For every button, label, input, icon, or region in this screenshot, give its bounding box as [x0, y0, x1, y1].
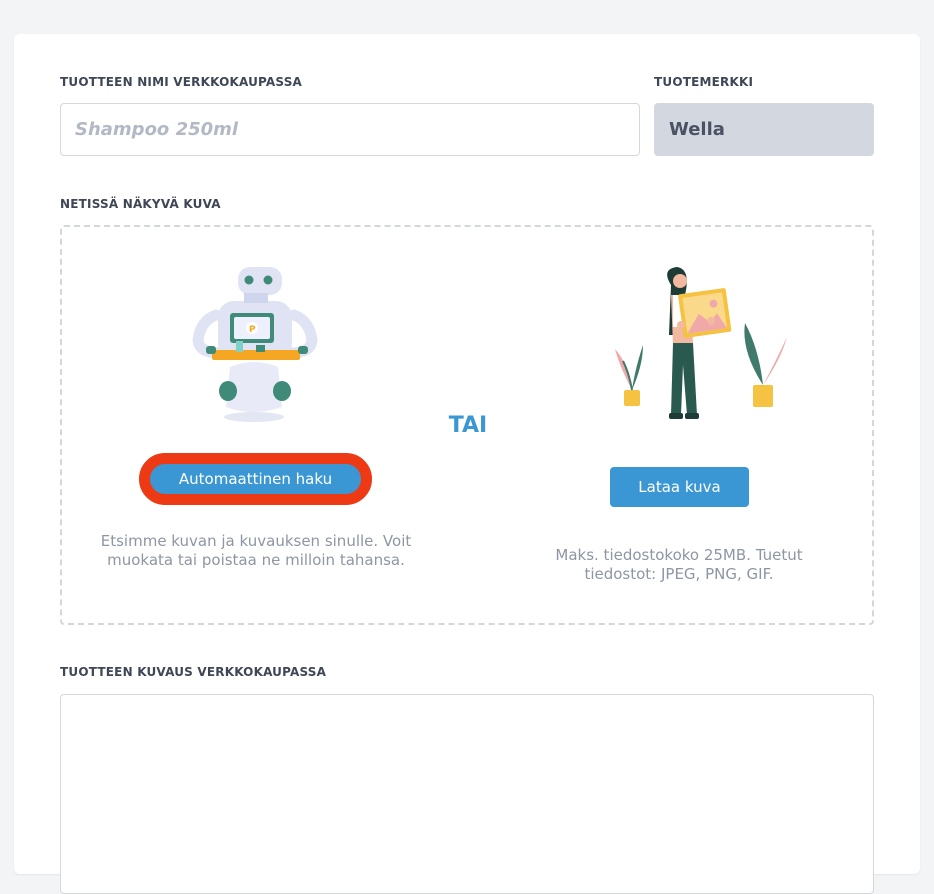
product-form-card	[14, 34, 920, 874]
auto-search-highlight	[139, 453, 372, 505]
brand-label: TUOTEMERKKI	[654, 75, 754, 89]
image-section-label: NETISSÄ NÄKYVÄ KUVA	[60, 197, 221, 211]
image-dropzone[interactable]	[60, 225, 874, 625]
robot-illustration-icon	[186, 257, 326, 427]
product-name-input[interactable]	[60, 103, 640, 156]
description-label: TUOTTEEN KUVAUS VERKKOKAUPASSA	[60, 665, 327, 679]
description-textarea[interactable]	[60, 694, 874, 894]
upload-image-button[interactable]: Lataa kuva	[610, 467, 749, 507]
auto-search-help-text: Etsimme kuvan ja kuvauksen sinulle. Voit muokata tai poistaa ne milloin tahansa.	[100, 532, 412, 569]
auto-search-button[interactable]: Automaattinen haku	[150, 464, 361, 494]
brand-value: Wella	[669, 119, 725, 140]
or-separator: TAI	[448, 413, 488, 438]
product-name-label: TUOTTEEN NIMI VERKKOKAUPASSA	[60, 75, 303, 89]
svg-text:P: P	[249, 325, 256, 335]
woman-with-picture-illustration-icon	[577, 265, 792, 431]
upload-help-text: Maks. tiedostokoko 25MB. Tuetut tiedostot: JPEG, PNG, GIF.	[555, 546, 803, 583]
brand-field	[654, 103, 874, 156]
